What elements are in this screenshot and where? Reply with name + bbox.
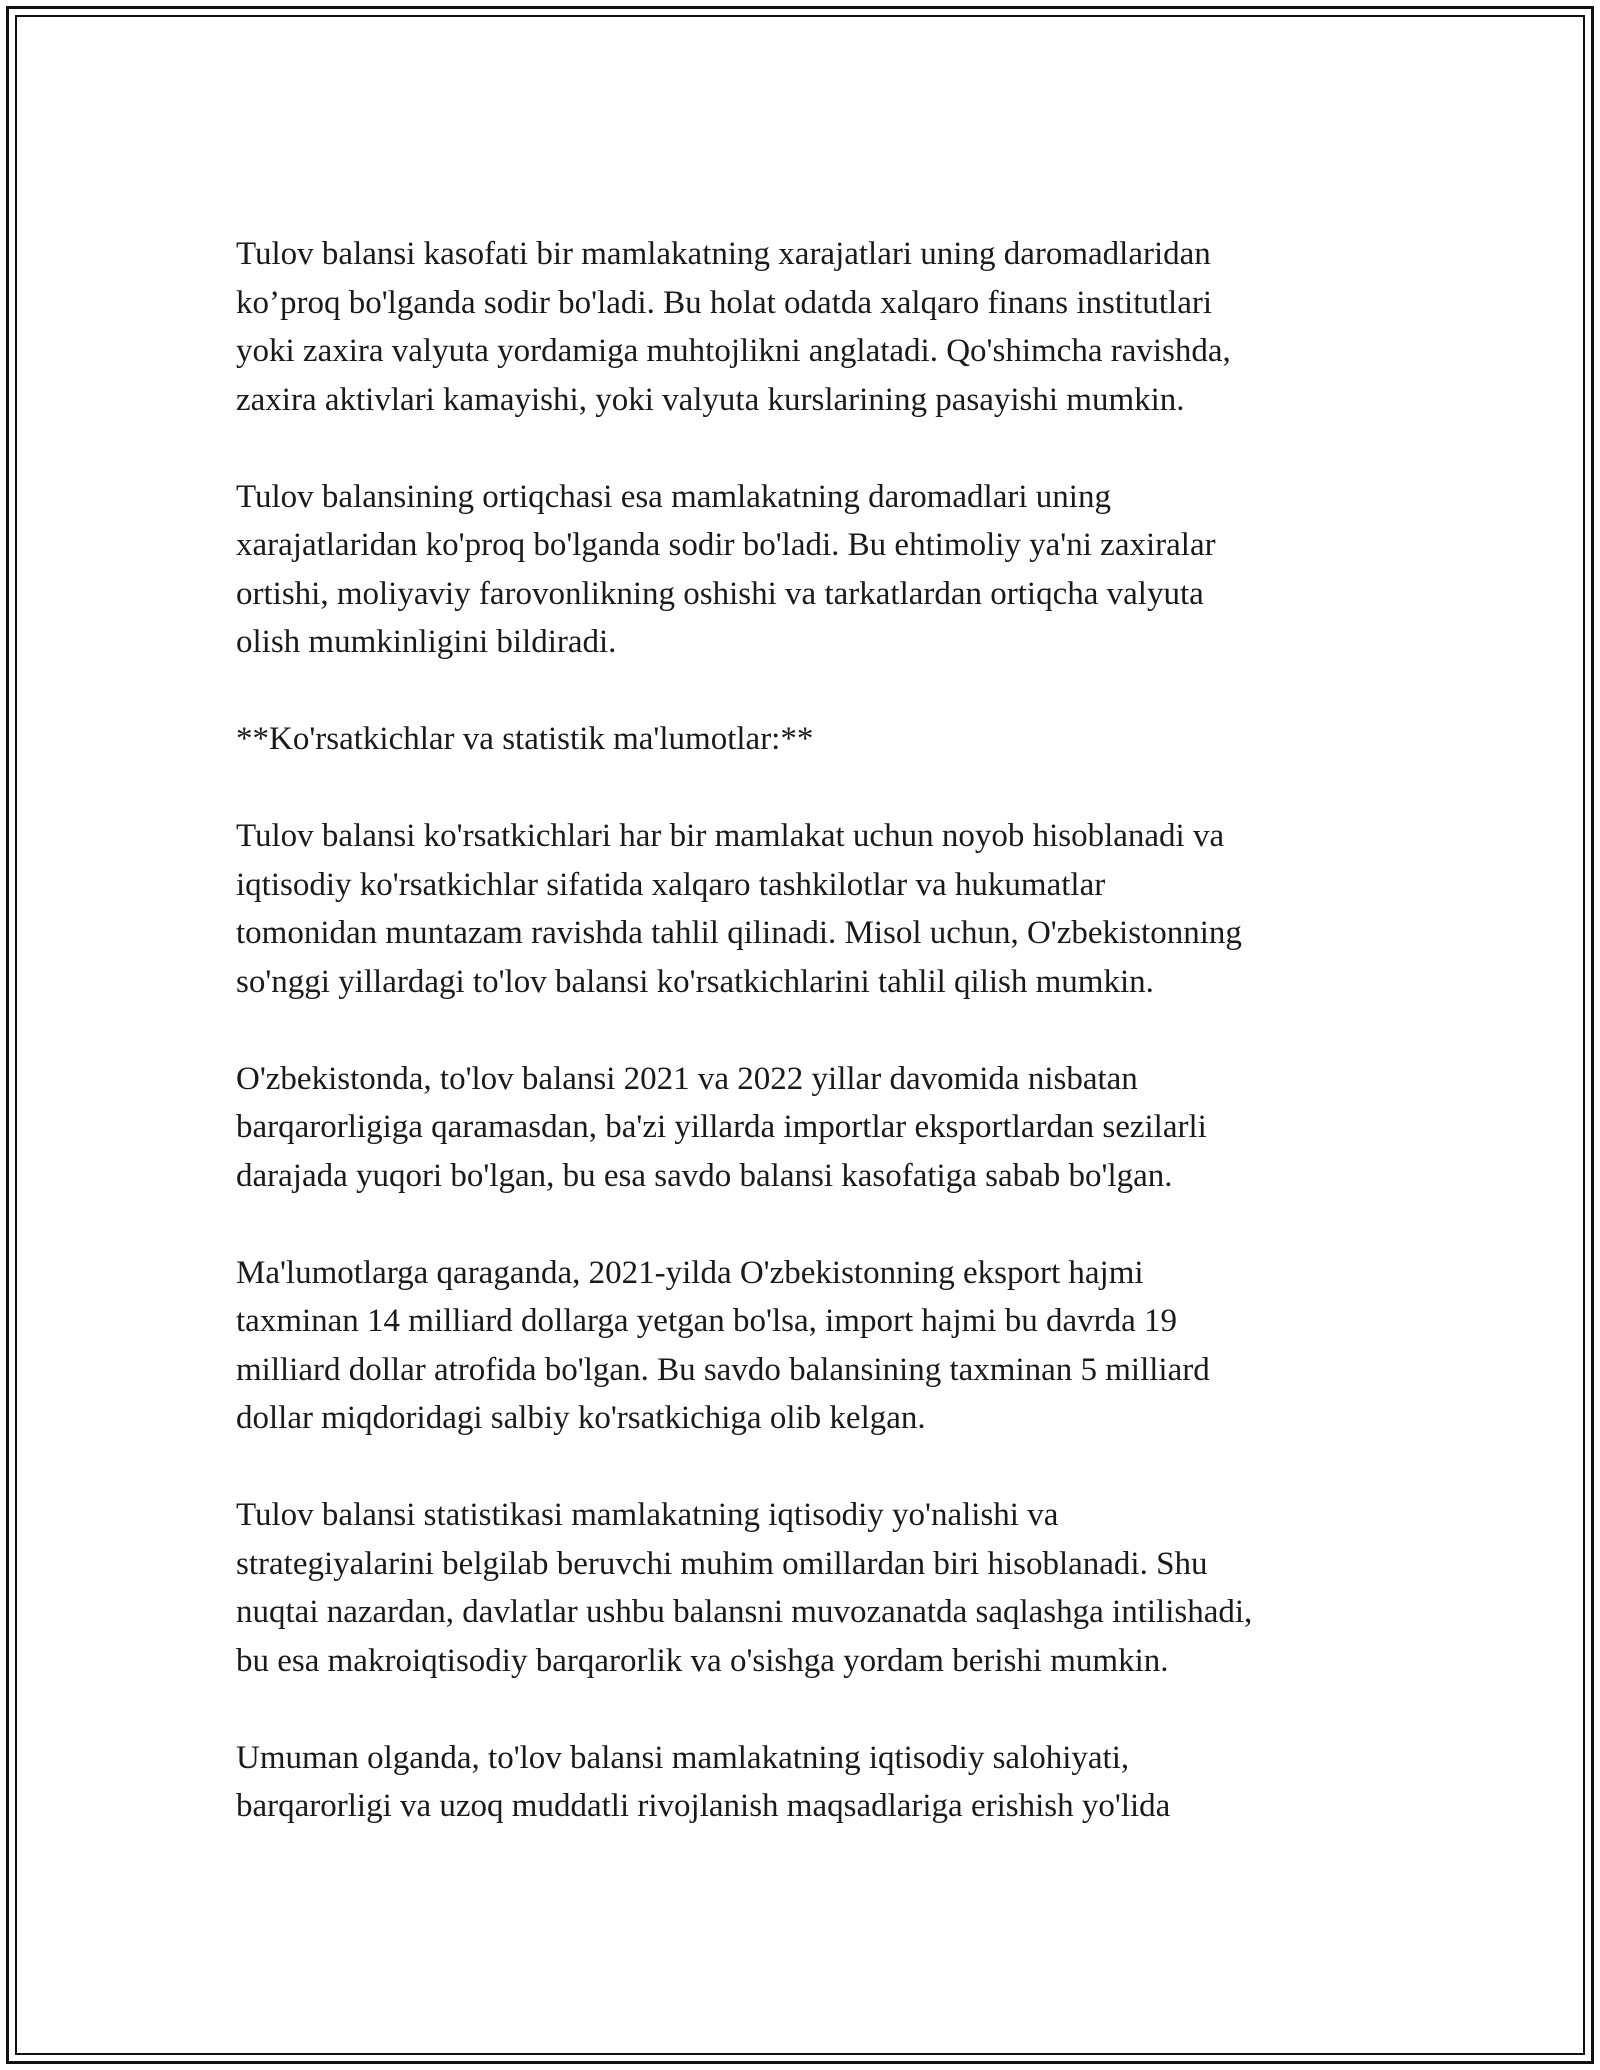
- document-body: [236, 230, 1376, 1831]
- text-line: Umuman olganda, to'lov balansi mamlakatning iqtisodiy salohiyati,: [236, 1739, 1130, 1776]
- text-line: so'nggi yillardagi to'lov balansi ko'rsatkichlarini tahlil qilish mumkin.: [236, 963, 1154, 1000]
- text-line: zaxira aktivlari kamayishi, yoki valyuta kurslarining pasayishi mumkin.: [236, 381, 1185, 418]
- text-line: milliard dollar atrofida bo'lgan. Bu savdo balansining taxminan 5 milliard: [236, 1351, 1210, 1388]
- text-line: bu esa makroiqtisodiy barqarorlik va o'sishga yordam berishi mumkin.: [236, 1642, 1169, 1679]
- text-line: dollar miqdoridagi salbiy ko'rsatkichiga olib kelgan.: [236, 1400, 926, 1436]
- text-line: **Ko'rsatkichlar va statistik ma'lumotlar:**: [236, 721, 814, 757]
- text-line: Tulov balansining ortiqchasi esa mamlakatning daromadlari uning: [236, 478, 1111, 515]
- text-line: Tulov balansi statistikasi mamlakatning iqtisodiy yo'nalishi va: [236, 1497, 1059, 1533]
- text-line: barqarorligiga qaramasdan, ba'zi yillarda importlar eksportlardan sezilarli: [236, 1109, 1207, 1145]
- text-line: yoki zaxira valyuta yordamiga muhtojlikni anglatadi. Qo'shimcha ravishda,: [236, 333, 1231, 369]
- text-line: strategiyalarini belgilab beruvchi muhim omillardan biri hisoblanadi. Shu: [236, 1545, 1208, 1582]
- text-line: barqarorligi va uzoq muddatli rivojlanish maqsadlariga erishish yo'lida: [236, 1788, 1171, 1824]
- text-line: darajada yuqori bo'lgan, bu esa savdo balansi kasofatiga sabab bo'lgan.: [236, 1157, 1173, 1194]
- paragraph-2: [236, 473, 1376, 667]
- paragraph-1: [236, 230, 1376, 424]
- section-heading: [236, 715, 1376, 764]
- paragraph-4: [236, 1055, 1376, 1201]
- text-line: Tulov balansi ko'rsatkichlari har bir mamlakat uchun noyob hisoblanadi va: [236, 818, 1225, 854]
- text-line: nuqtai nazardan, davlatlar ushbu balansni muvozanatda saqlashga intilishadi,: [236, 1594, 1253, 1630]
- paragraph-6: [236, 1491, 1376, 1685]
- text-line: taxminan 14 milliard dollarga yetgan bo'lsa, import hajmi bu davrda 19: [236, 1303, 1178, 1339]
- text-line: Tulov balansi kasofati bir mamlakatning xarajatlari uning daromadlaridan: [236, 236, 1211, 272]
- text-line: olish mumkinligini bildiradi.: [236, 624, 617, 660]
- text-line: ko’proq bo'lganda sodir bo'ladi. Bu holat odatda xalqaro finans institutlari: [236, 284, 1213, 321]
- text-line: O'zbekistonda, to'lov balansi 2021 va 2022 yillar davomida nisbatan: [236, 1060, 1138, 1097]
- paragraph-5: [236, 1249, 1376, 1443]
- paragraph-3: [236, 812, 1376, 1006]
- paragraph-7: [236, 1734, 1376, 1831]
- text-line: ortishi, moliyaviy farovonlikning oshishi va tarkatlardan ortiqcha valyuta: [236, 575, 1204, 612]
- text-line: tomonidan muntazam ravishda tahlil qilinadi. Misol uchun, O'zbekistonning: [236, 915, 1242, 951]
- text-line: Ma'lumotlarga qaraganda, 2021-yilda O'zbekistonning eksport hajmi: [236, 1254, 1144, 1291]
- text-line: xarajatlaridan ko'proq bo'lganda sodir bo'ladi. Bu ehtimoliy ya'ni zaxiralar: [236, 527, 1216, 563]
- text-line: iqtisodiy ko'rsatkichlar sifatida xalqaro tashkilotlar va hukumatlar: [236, 866, 1106, 903]
